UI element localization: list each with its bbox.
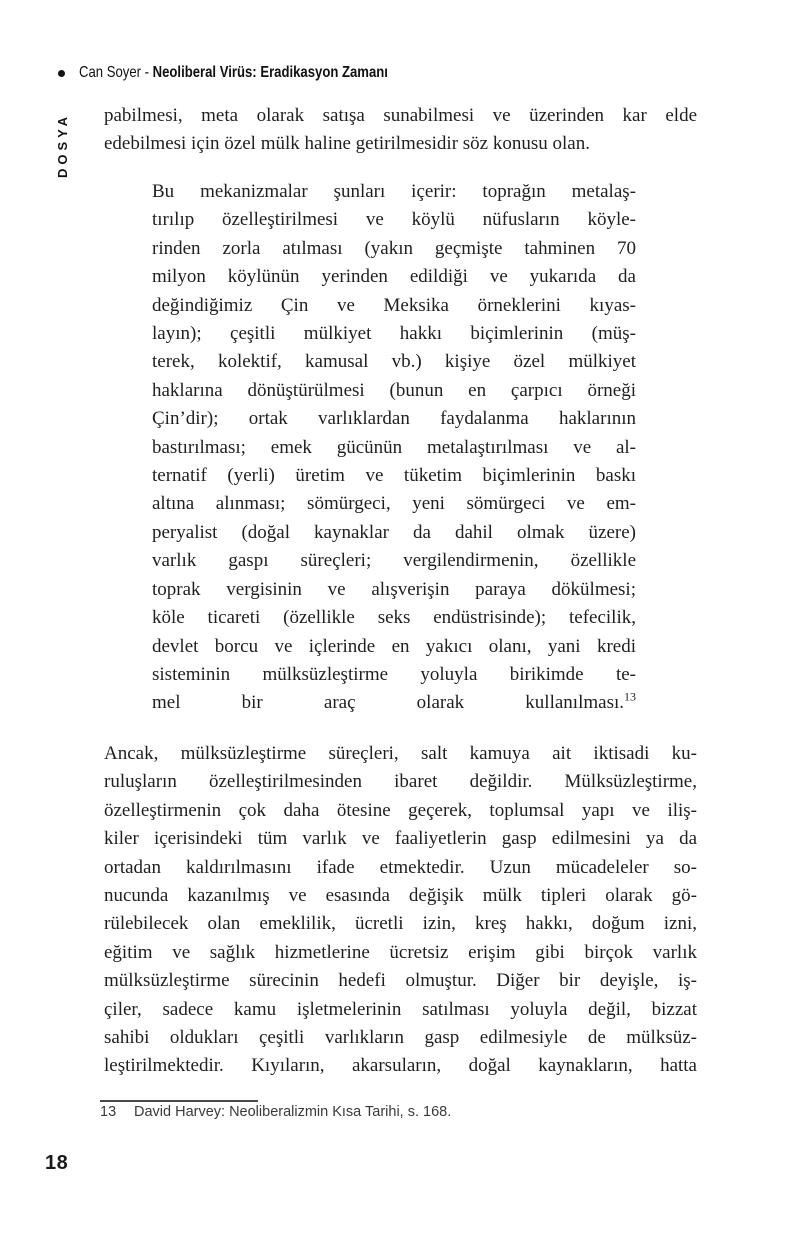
quote-line: ternatif (yerli) üretim ve tüketim biçimlerinin baskı <box>152 465 636 487</box>
text-line: Ancak, mülksüzleştirme süreçleri, salt kamuya ait iktisadi ku- <box>104 743 697 764</box>
text-line: çiler, sadece kamu işletmelerinin satılması yoluyla değil, bizzat <box>104 998 697 1020</box>
body-paragraph-bottom <box>104 740 697 1081</box>
footnote-reference: 13 <box>624 689 636 704</box>
running-head-author: Can Soyer - <box>79 64 153 81</box>
quote-line: Çin’dir); ortak varlıklardan faydalanma haklarının <box>152 408 636 430</box>
text-line: edebilmesi için özel mülk haline getirilmesidir söz konusu olan. <box>104 133 590 155</box>
body-paragraph-top <box>104 102 697 159</box>
quote-line: tırılıp özelleştirilmesi ve köylü nüfusların köyle- <box>152 209 636 231</box>
quote-line: sisteminin mülksüzleştirme yoluyla birikimde te- <box>152 663 636 685</box>
text-line: kiler içerisindeki tüm varlık ve faaliyetlerin gasp edilmesini ya da <box>104 828 697 850</box>
running-head-title: Neoliberal Virüs: Eradikasyon Zamanı <box>152 64 388 81</box>
section-label-vertical: DOSYA <box>55 112 70 178</box>
footnote-number: 13 <box>100 1104 117 1120</box>
quote-line: peryalist (doğal kaynaklar da dahil olmak üzere) <box>152 521 636 543</box>
quote-line: varlık gaspı süreçleri; vergilendirmenin, özellikle <box>152 550 636 572</box>
block-quote <box>152 178 636 718</box>
running-head <box>79 64 388 82</box>
quote-line: milyon köylünün yerinden edildiği ve yukarıda da <box>152 266 636 288</box>
quote-line: köle ticareti (özellikle seks endüstrisinde); tefecilik, <box>152 607 636 629</box>
block-quote-lines <box>152 178 636 689</box>
quote-line: altına alınması; sömürgeci, yeni sömürgeci ve em- <box>152 493 636 515</box>
quote-line: terek, kolektif, kamusal vb.) kişiye özel mülkiyet <box>152 351 636 373</box>
bullet-icon <box>58 70 65 77</box>
quote-line: devlet borcu ve içlerinde en yakıcı olanı, yani kredi <box>152 635 636 657</box>
quote-line: haklarına dönüştürülmesi (bunun en çarpıcı örneği <box>152 379 636 401</box>
text-line: rülebilecek olan emeklilik, ücretli izin, kreş hakkı, doğum izni, <box>104 913 697 935</box>
footnote-divider <box>100 1100 258 1102</box>
page-number: 18 <box>45 1152 69 1174</box>
text-line: ortadan kaldırılmasını ifade etmektedir. Uzun mücadeleler so- <box>104 856 697 878</box>
quote-last-line-text: mel bir araç olarak kullanılması. <box>152 692 624 714</box>
page-header <box>58 63 456 83</box>
quote-line: değindiğimiz Çin ve Meksika örneklerini kıyas- <box>152 294 636 316</box>
quote-last-line <box>152 689 636 717</box>
quote-line: rinden zorla atılması (yakın geçmişte tahminen 70 <box>152 237 636 259</box>
text-line: nucunda kazanılmış ve esasında değişik mülk tipleri olarak gö- <box>104 885 697 907</box>
text-line: ruluşların özelleştirilmesinden ibaret değildir. Mülksüzleştirme, <box>104 771 697 793</box>
text-line: mülksüzleştirme sürecinin hedefi olmuştur. Diğer bir deyişle, iş- <box>104 970 697 992</box>
text-line: özelleştirmenin çok daha ötesine geçerek, toplumsal yapı ve iliş- <box>104 799 697 821</box>
footnote-text: David Harvey: Neoliberalizmin Kısa Tarihi, s. 168. <box>134 1104 452 1120</box>
footnote <box>100 1104 660 1120</box>
text-line: eğitim ve sağlık hizmetlerine ücretsiz erişim gibi birçok varlık <box>104 941 697 963</box>
quote-line: toprak vergisinin ve alışverişin paraya dökülmesi; <box>152 578 636 600</box>
quote-line: bastırılması; emek gücünün metalaştırılması ve al- <box>152 436 636 458</box>
text-line: leştirilmektedir. Kıyıların, akarsuların, doğal kaynakların, hatta <box>104 1055 697 1077</box>
text-line: pabilmesi, meta olarak satışa sunabilmesi ve üzerinden kar elde <box>104 105 697 126</box>
text-line: sahibi oldukları çeşitli varlıkların gasp edilmesiyle de mülksüz- <box>104 1027 697 1049</box>
quote-line: Bu mekanizmalar şunları içerir: toprağın metalaş- <box>152 181 636 202</box>
quote-line: layın); çeşitli mülkiyet hakkı biçimlerinin (müş- <box>152 323 636 345</box>
